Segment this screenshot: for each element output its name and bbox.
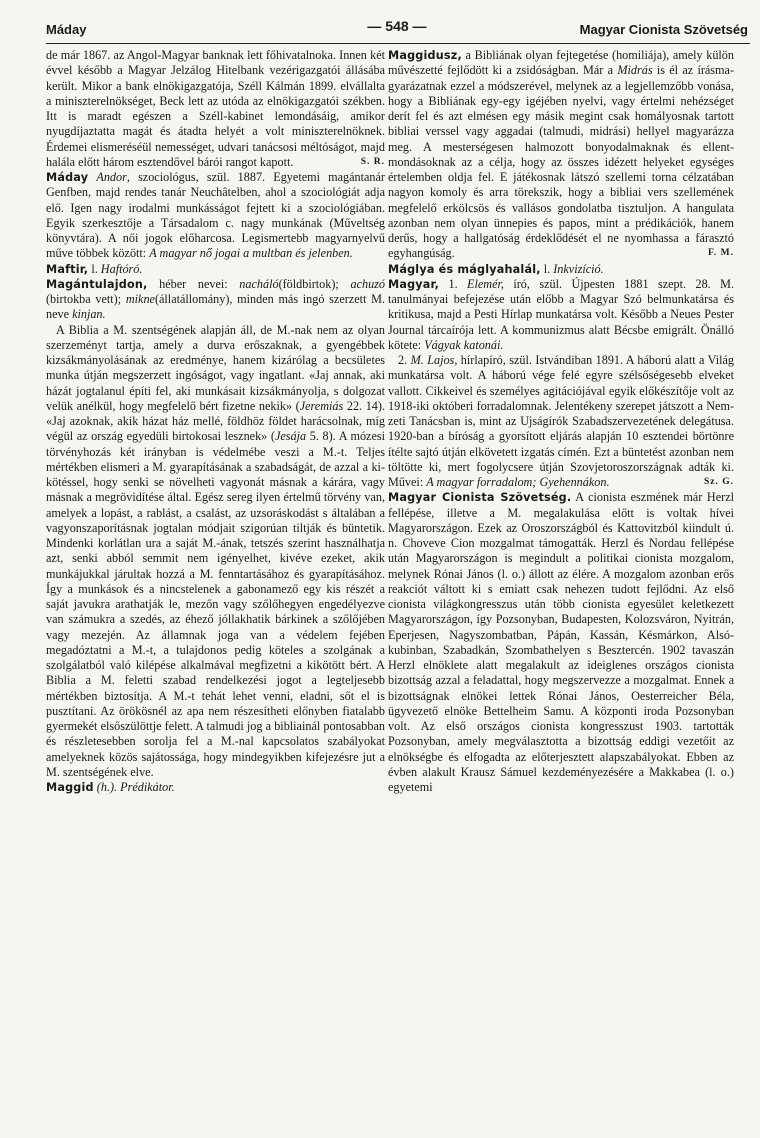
body-text: 5. 8). A mózesi törvényhozás két irányban is védelmébe veszi a M.-t. Teljes mértékben elismeri a M. gyarapításának a szabadságát, de azzal a kikötéssel, hogy senki se növelheti vagyonát másnak a kárára, vagy másnak a megrövidítése által. Egész sereg ilyen értelmű törvény van, amelyek a lopást, a rablást, a csalást, az uzsoráskodást s általában a vagyonszaporításnak jogtalan módjait szigorúan tiltják és büntetik. Mindenki korlátlan ura a saját M.-ának, tetszés szerint használhatja azt, senki abból semmit nem igényelhet, kivéve ezeket, akik munkájukkal járultak hozzá a M. fenntartásához és gyarapításához. Így a munkások és a nincstelenek a gabonamező egy kis részét a saját javukra arathatják le, mezőn vagy szőlőhegyen engedélyezve van számukra a szedés, az éhező jóllakhatik bárkinek a szőlőjében vagy mezején. Az államnak joga van a védelem fejében megadóztatni a M.-t, a tulajdonos pedig köteles a szolgának a szolgálatból való kilépése alkalmával megfizetni a kikötött bért. A Biblia a M. feletti szabad rendelkezési jogot a legteljesebb mértékben biztosítja. A M.-t tehát lehet venni, eladni, sőt el is pusztítani. Az örökösnél az apa nem részesítheti előnyben fiatalabb gyermekét elsőszülöttje felett. A talmudi jog a bibliainál pontosabban és részletesebben sorolja fel a M.-nal kapcsolatos szabályokat amelyeknek közös sajátossága, hogy mindegyikben kifejezésre jut a M. szentségének elve. <box>46 429 385 779</box>
left-column <box>46 48 385 795</box>
body-text: l. <box>88 261 101 276</box>
author-signature: F. M. <box>707 248 734 259</box>
italic-text: Jesája <box>274 429 307 444</box>
entry-headword: Maggid <box>46 781 94 794</box>
entry-headword: Magyar, <box>388 277 440 291</box>
entry-headword: Máglya és máglyahalál, <box>388 262 541 276</box>
italic-text: nacháló <box>239 276 279 291</box>
body-text: , hírlapíró, szül. Istvándiban 1891. A háború alatt a Világ munkatársa volt. A háború vége felé egyre szélsőségesebb elveket vallott. Cikkeivel és személyes agitációjával egyik előkészítője volt az 1918-iki októberi forradalomnak. Jelentékeny szerepet játszott a Nemzeti Tanácsban is, mint az Ujságírók Szabadszervezetének delegátusa. 1920-ban a bíróság a gyorsított eljárás alapján 10 esztendei börtönre ítélte sajtó útján elkövetett izgatás címén. Ezt a büntetést azonban nem töltötte ki, mert fogolycsere útján Szovjetoroszországnak adták ki. Művei: <box>388 353 735 489</box>
author-signature: S. R. <box>360 156 385 167</box>
italic-text: achuzó <box>350 276 386 291</box>
body-text: A Biblia a M. szentségének alapján áll, de M.-nak nem az olyan szerzeményt tartja, amely a durva erőszaknak, a gyengébbek kizsákmányolásának az eredménye, hanem kizárólag a becsületes munka útján megszerzett ingóságot, vagy ingatlant. «Jaj annak, aki házát jogtalanul építi fel, aki munkásait kizsákmányolja, s dolgozat velük anélkül, hogy megfelelő bért fizetne nekik» ( <box>46 322 385 413</box>
italic-text: mikne <box>125 292 155 306</box>
italic-text: Vágyak katonái. <box>424 337 504 352</box>
italic-text: A magyar forradalom; Gyehennákon. <box>426 475 610 489</box>
entry-paragraph <box>388 277 734 353</box>
italic-text: Inkvizíció. <box>553 261 604 276</box>
entry-paragraph <box>46 323 385 781</box>
entry-headword: Maftir, <box>46 262 89 276</box>
author-signature: Sz. G. <box>703 477 734 487</box>
body-text: de már 1867. az Angol-Magyar banknak lett főhivatalnoka. Innen két évvel később a Magyar Jelzálog Hitelbank vezérigazgatói állásába került. Mikor a bank elnökigazgatója, Széll Kálmán 1899. elvállalta a miniszterelnökséget, Beck lett az utóda az elnökigazgatói székben. Itt is maradt egészen a Széll-kabinet lemondásáig, amikor nyugdíjaztatta magát és átadta helyét a volt miniszterelnöknek. Érdemei elismeréséül nemességet, udvari tanácsosi méltóságot, majd halála előtt három esztendővel bárói rangot kapott. <box>46 48 385 169</box>
italic-text: Jeremiás <box>299 398 344 413</box>
body-text: 2. <box>398 353 411 367</box>
running-header <box>46 18 748 40</box>
entry-headword: Magyar Cionista Szövetség. <box>388 491 572 505</box>
entry-paragraph <box>46 277 385 323</box>
italic-text: M. Lajos <box>410 353 455 367</box>
entry-paragraph <box>46 780 385 795</box>
body-text: (földbirtok); <box>278 276 351 291</box>
header-rule <box>46 43 750 44</box>
italic-text: Haftóró. <box>100 261 143 276</box>
entry-headword: Magántulajdon, <box>46 277 148 291</box>
entry-paragraph <box>388 490 734 795</box>
italic-text: (h.). Prédikátor. <box>96 780 175 794</box>
header-right-word: Magyar Cionista Szövetség <box>579 22 748 37</box>
body-text: l. <box>540 261 554 276</box>
entry-paragraph <box>388 262 734 277</box>
entry-headword: Máday <box>46 171 89 184</box>
page-number: — 548 — <box>367 18 427 34</box>
entry-paragraph <box>388 48 734 262</box>
body-text: is él az írásmagyarázatnak ezzel a módszerével, melynek az a legjellemzőbb vonása, hogy a Bibliának egy-egy igéjében nyelvi, vagy értelmi nehézséget derít fel és azt elmésen egy másik megint csak homályosnak tartott bibliai verssel vagy aggadai (talmudi, midrási) hellyel magyarázza meg. A mesterségesen halmozott bonyodalmaknak és ellentmondásoknak az a célja, hogy az összes idézett helyeket egységes értelemben oldja fel. E játékosnak látszó szellemi torna célzatában nagyon komoly és arra törekszik, hogy a bibliai vers szellemének megfelelő erkölcsös és vallásos gondolatba tisztuljon. A hangulata azonban nem olyan ünnepies és papos, mint a prédikációk, hanem derűs, hogy a hallgatóság érdeklődését el ne nyomhassa a fárasztó egyhangúság. <box>388 63 734 261</box>
body-text: a Bibliának olyan fejtegetése (homiliája), amely külön művészetté fejlődött ki a zsidóságban. Már a <box>388 48 734 78</box>
body-text: héber nevei: <box>147 276 240 291</box>
entry-paragraph <box>46 170 385 262</box>
entry-paragraph <box>46 48 385 170</box>
body-text: (birtokba vett); <box>46 292 126 306</box>
italic-text: Elemér, <box>467 276 504 291</box>
body-text: , szociológus, szül. 1887. Egyetemi magántanár Genfben, majd rendes tanár Neuchâtelben, ahol a szociológiát adja elő. Igen nagy irodalmi munkásságot fejtett ki a szociológiában. Egyik szerkesztője a Társadalom c. nagy munkának (Műveltség könyvtára). A női jogok előharcosa. Legismertebb magyarnyelvű műve többek között: <box>46 170 385 261</box>
entry-headword: Maggidusz, <box>388 49 462 62</box>
body-text: (állatállomány), minden más ingó szerzett M. neve <box>46 292 385 322</box>
header-left-word: Máday <box>46 22 87 37</box>
right-column <box>388 48 734 795</box>
body-text: 1. <box>439 276 468 291</box>
italic-text: Andor <box>96 170 127 184</box>
entry-paragraph <box>46 262 385 277</box>
body-text: A cionista eszmének már Herzl fellépése, illetve a M. megalakulása előtt is voltak hívei Magyarországon. Ezek az Oroszországból és Kattovitzból kiindult ú. n. Choveve Cion mozgalmat támogatták. Herzl és Nordau fellépése után Magyarországon is megindult a politikai cionista mozgalom, melynek Rónai János (l. o.) állott az élére. A mozgalom azonban erős reakciót váltott ki s emiatt csak nehezen tudott fejlődni. Az első cionista világkongresszus után több cionista egyesület keletkezett Magyarországon, így Pozsonyban, Budapesten, Kolozsváron, Nyitrán, Eperjesen, Nagyszombatban, Pápán, Kassán, Késmárkon, Alsókubinban, Szabadkán, Szombathelyen s Besztercén. 1902 tavaszán Herzl elnöklete alatt megalakult az ideiglenes országos cionista bizottság azzal a feladattal, hogy megszervezze a mozgalmat. Ennek a bizottságnak elnökei lettek Rónai János, Oesterreicher Béla, ügyvezető elnöke Bettelheim Samu. A központi iroda Pozsonyban volt. Az első országos cionista kongresszust 1903. tartották Pozsonyban, amely megválasztotta a bizottság eddigi vezetőit az elnökségbe és elfogadta az előterjesztett alapszabályokat. Ebben az évben alakult Krausz Sámuel kezdeményezésére a Makkabea (l. o.) egyetemi <box>388 490 734 794</box>
italic-text: A magyar nő jogai a multban és jelenben. <box>149 246 353 261</box>
body-text: író, szül. Újpesten 1881 szept. 28. M. tanulmányai befejezése után előbb a Magyar Szó belmunkatársa és kritikusa, majd a Pesti Hírlap munkatársa volt. Később a Neues Pester Journal tárcaírója lett. A kommunizmus alatt Bécsbe emigrált. Önálló kötete: <box>388 276 735 352</box>
body-text: 22. 14). «Jaj azoknak, akik házat ház mellé, földhöz földet harácsolnak, míg végül az ország egyedüli birtokosai lesznek» ( <box>46 398 385 444</box>
entry-paragraph <box>388 353 734 490</box>
italic-text: kinjan. <box>72 307 106 322</box>
italic-text: Midrás <box>617 63 653 78</box>
